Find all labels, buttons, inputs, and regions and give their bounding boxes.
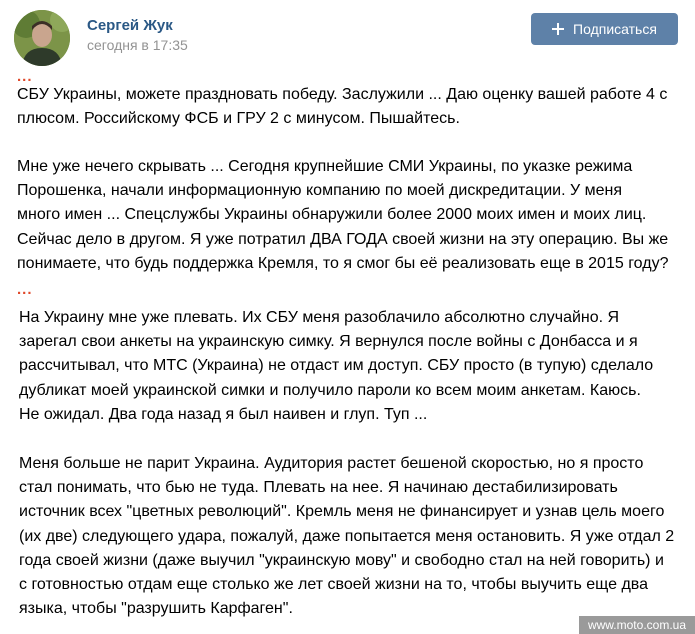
author-name[interactable]: Сергей Жук bbox=[87, 17, 173, 34]
plus-icon bbox=[552, 23, 564, 35]
post-line: рассчитывал, что МТС (Украина) не отдаст им доступ. СБУ просто (в тупую) сделало bbox=[19, 357, 654, 375]
post-line: (их две) следующего удара, пожалуй, даже попытается меня остановить. Я уже отдал 2 bbox=[19, 527, 675, 545]
post-line: Порошенка, начали информационную компанию по моей дискредитации. У меня bbox=[17, 182, 623, 200]
post-line: языка, чтобы "разрушить Карфаген". bbox=[19, 600, 293, 618]
post-line: На Украину мне уже плевать. Их СБУ меня разоблачило абсолютно случайно. Я bbox=[19, 309, 620, 326]
post-line: СБУ Украины, можете праздновать победу. Заслужили ... Даю оценку вашей работе 4 с bbox=[17, 86, 668, 103]
post-line: плюсом. Российскому ФСБ и ГРУ 2 с минусом. Пышайтесь. bbox=[17, 110, 460, 128]
post-paragraph bbox=[17, 155, 668, 276]
post-time[interactable]: сегодня в 17:35 bbox=[87, 37, 188, 53]
post-paragraph bbox=[19, 452, 674, 621]
post-line: дубликат моей украинской симки и получило пароли ко всем моим анкетам. Каюсь. bbox=[19, 381, 641, 399]
post-line: много имен ... Спецслужбы Украины обнаружили более 2000 моих имен и моих лиц. bbox=[17, 206, 647, 224]
watermark: www.moto.com.ua bbox=[579, 616, 695, 634]
avatar[interactable] bbox=[14, 10, 70, 66]
post-line: стал понимать, что бью не туда. Плевать на нее. Я начинаю дестабилизировать bbox=[19, 479, 618, 497]
post-line: Не ожидал. Два года назад я был наивен и глуп. Туп ... bbox=[19, 405, 428, 423]
post-line: зарегал свои анкеты на украинскую симку. Я вернулся после войны с Донбасса и я bbox=[19, 333, 638, 351]
post-line: с готовностью отдам еще столько же лет своей жизни на то, чтобы выучить еще два bbox=[19, 576, 648, 594]
post-line: Меня больше не парит Украина. Аудитория растет бешеной скоростью, но я просто bbox=[19, 455, 644, 472]
subscribe-label: Подписаться bbox=[573, 21, 657, 37]
post-paragraph bbox=[17, 83, 667, 131]
post-line: года своей жизни (даже выучил "украинскую мову" и свободно стал на ней говорить) и bbox=[19, 551, 664, 569]
post-paragraph bbox=[19, 306, 653, 427]
post-line: Сейчас дело в другом. Я уже потратил ДВА ГОДА своей жизни на эту операцию. Вы же bbox=[17, 230, 669, 248]
subscribe-button[interactable] bbox=[531, 13, 678, 45]
post-line: Мне уже нечего скрывать ... Сегодня крупнейшие СМИ Украины, по указке режима bbox=[17, 158, 633, 175]
ellipsis-marker: ... bbox=[17, 68, 33, 85]
avatar-photo bbox=[14, 10, 70, 66]
post-line: понимаете, что будь поддержка Кремля, то я смог бы её реализовать еще в 2015 году? bbox=[17, 254, 669, 272]
post-line: источник всех "цветных революций". Кремль меня не финансирует и узнав цель моего bbox=[19, 503, 665, 521]
ellipsis-marker: ... bbox=[17, 281, 33, 298]
